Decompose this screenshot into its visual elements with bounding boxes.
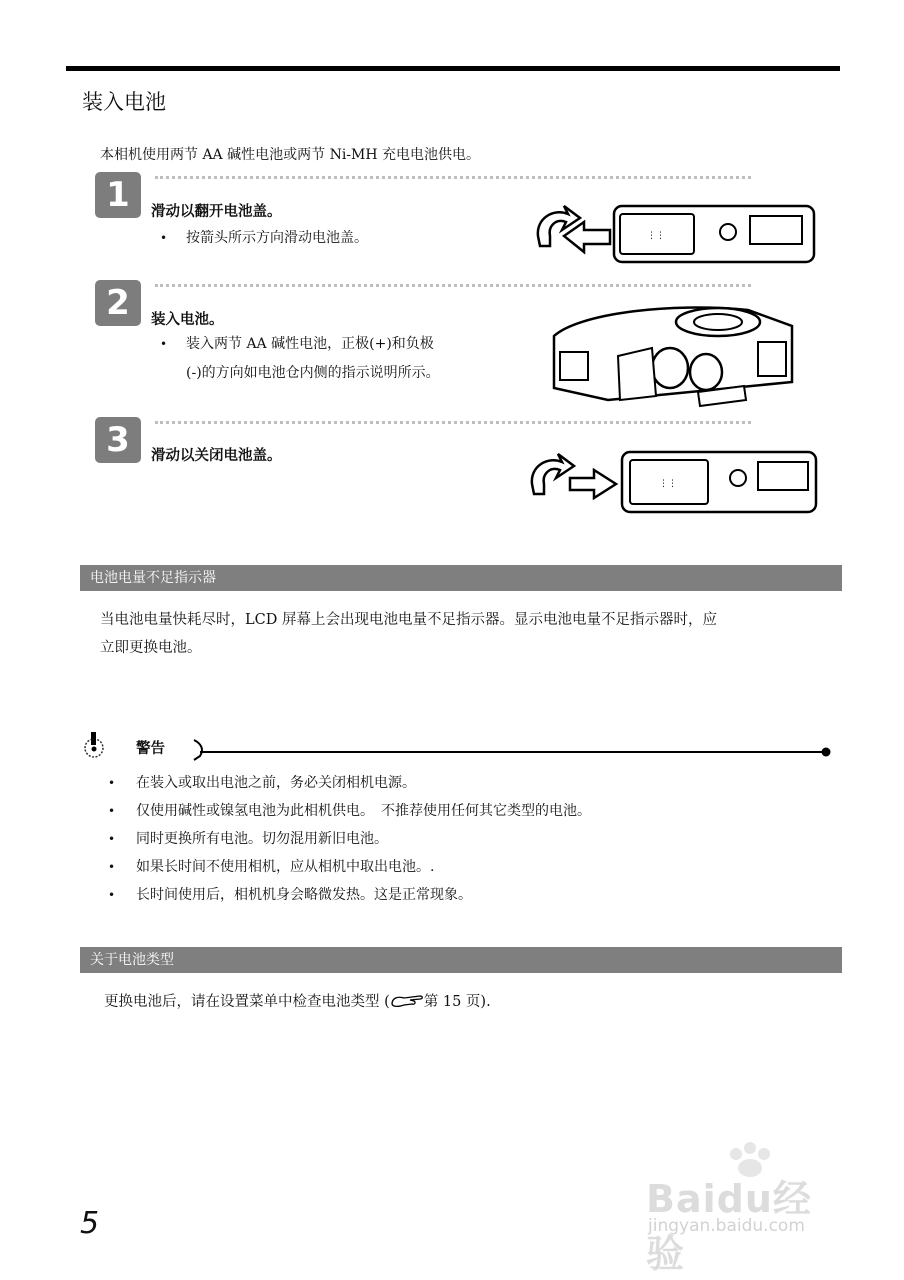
step-2-bullet [160,330,440,388]
low-battery-heading: 电池电量不足指示器 [80,565,842,591]
battery-type-text [104,988,491,1016]
step-number-3: 3 [95,417,141,463]
close-cover-illustration [522,444,820,520]
step-1-title: 滑动以翻开电池盖。 [151,204,282,220]
pointing-hand-icon [390,992,424,1008]
warning-icon [85,732,103,757]
step-1-bullet [160,224,368,253]
page-number: 5 [80,1206,100,1241]
svg-text:⋮⋮: ⋮⋮ [659,479,677,489]
low-battery-line-1: 当电池电量快耗尽时，LCD 屏幕上会出现电池电量不足指示器。显示电池电量不足指示器时，应 [100,612,717,628]
right-arrow-icon [570,470,616,498]
battery-type-heading: 关于电池类型 [80,947,842,973]
intro-text: 本相机使用两节 AA 碱性电池或两节 Ni-MH 充电电池供电。 [100,147,481,163]
step-divider [155,284,751,287]
battery-icon [652,348,688,388]
bullet-text: 按箭头所示方向滑动电池盖。 [186,230,368,246]
left-arrow-icon [564,222,610,252]
list-item: • 仅使用碱性或镍氢电池为此相机供电。 不推荐使用任何其它类型的电池。 [108,803,591,819]
bullet-dot: • [160,231,168,245]
battery-door-shape [618,348,656,400]
bullet-text: (-)的方向如电池仓内侧的指示说明所示。 [186,365,440,381]
svg-text:⋮⋮: ⋮⋮ [647,231,665,241]
low-battery-line-2: 立即更换电池。 [100,640,202,656]
list-item: • 在装入或取出电池之前，务必关闭相机电源。 [108,775,416,791]
top-rule [66,66,840,71]
watermark-brand: Baidu经验 [646,1177,812,1276]
battery-icon [690,354,722,390]
page-title: 装入电池 [82,90,166,114]
watermark-url: jingyan.baidu.com [648,1216,805,1236]
step-number-2: 2 [95,280,141,326]
list-item: • 如果长时间不使用相机，应从相机中取出电池。. [108,859,435,875]
bullet-text: 装入两节 AA 碱性电池，正极(+)和负极 [186,336,434,352]
battery-type-text-start: 更换电池后，请在设置菜单中检查电池类型 ( [104,994,390,1010]
insert-battery-illustration [548,296,800,410]
step-number-1: 1 [95,172,141,218]
warning-line [80,730,840,770]
bullet-dot: • [160,337,168,351]
warning-label: 警告 [136,741,165,757]
low-battery-text [100,606,717,662]
rotate-arrow-icon [532,454,574,494]
step-divider [155,421,751,424]
list-item: • 同时更换所有电池。切勿混用新旧电池。 [108,831,388,847]
warning-header [80,730,840,770]
step-3-title: 滑动以关闭电池盖。 [151,448,282,464]
open-cover-illustration [528,196,820,272]
step-2-title: 装入电池。 [151,312,224,328]
battery-type-text-end: 第 15 页). [423,994,491,1010]
step-divider [155,176,751,179]
list-item: • 长时间使用后，相机机身会略微发热。这是正常现象。 [108,887,472,903]
warning-list [108,769,591,909]
baidu-watermark [646,1140,846,1276]
